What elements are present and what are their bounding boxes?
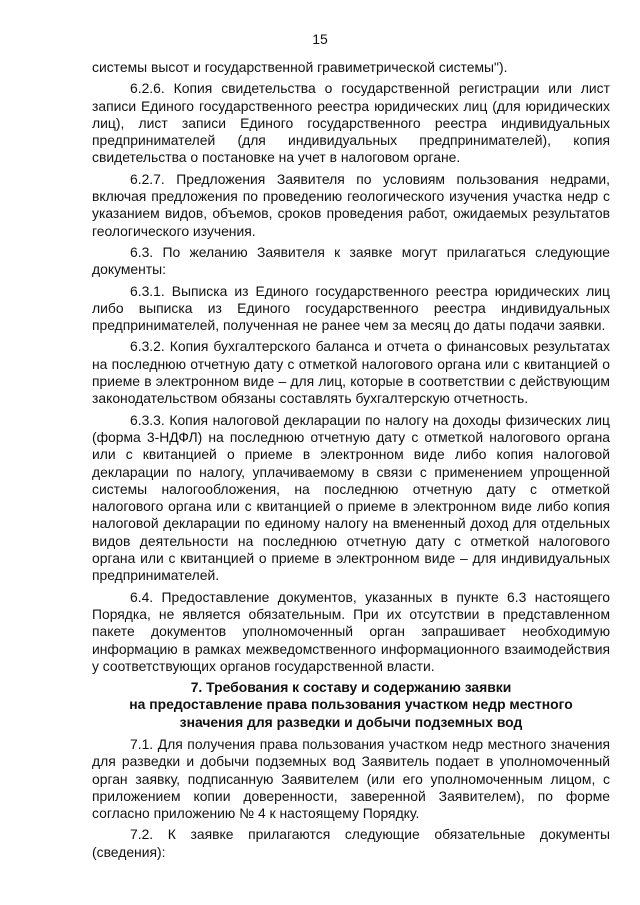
paragraph: 6.3.3. Копия налоговой декларации по налогу на доходы физических лиц (форма 3-НДФЛ) на последнюю отчетную дату с отметкой налогового органа или с квитанцией о приеме в электронном виде либо копия налоговой декларации по налогу, уплачиваемому в связи с применением упрощенной системы налогообложения, на последнюю отчетную дату с отметкой налогового органа или с квитанцией о приеме в электронном виде либо копия налоговой декларации по единому налогу на вмененный доход для отдельных видов деятельности на последнюю отчетную дату с отметкой налогового органа или с квитанцией о приеме в электронном виде – для индивидуальных предпринимателей. xyxy=(92,411,610,584)
paragraph: 7.2. К заявке прилагаются следующие обязательные документы (сведения): xyxy=(92,826,610,860)
paragraph: 7.1. Для получения права пользования участком недр местного значения для разведки и добычи подземных вод Заявитель подает в уполномоченный орган заявку, подписанную Заявителем (или его уполномоченным лицом, с приложением копии доверенности, заверенной Заявителем), по форме согласно приложению № 4 к настоящему Порядку. xyxy=(92,735,610,822)
section-heading-line: 7. Требования к составу и содержанию заявки xyxy=(190,679,512,696)
section-heading xyxy=(92,679,610,731)
section-heading-line: значения для разведки и добычи подземных вод xyxy=(179,713,523,730)
paragraph: 6.3.1. Выписка из Единого государственного реестра юридических лиц либо выписка из Единого государственного реестра индивидуальных предпринимателей, полученная не ранее чем за месяц до даты подачи заявки. xyxy=(92,282,610,334)
paragraph: 6.2.7. Предложения Заявителя по условиям пользования недрами, включая предложения по проведению геологического изучения участка недр с указанием видов, объемов, сроков проведения работ, ожидаемых результатов геологического изучения. xyxy=(92,170,610,239)
paragraph: 6.2.6. Копия свидетельства о государственной регистрации или лист записи Единого государственного реестра юридических лиц (для юридических лиц), лист записи Единого государственного реестра индивидуальных предпринимателей (для индивидуальных предпринимателей), копия свидетельства о постановке на учет в налоговом органе. xyxy=(92,80,610,166)
page-number: 15 xyxy=(312,31,328,47)
paragraph: 6.3. По желанию Заявителя к заявке могут прилагаться следующие документы: xyxy=(92,243,610,278)
paragraph: 6.3.2. Копия бухгалтерского баланса и отчета о финансовых результатах на последнюю отчетную дату с отметкой налогового органа или с квитанцией о приеме в электронном виде – для лиц, которые в соответствии с действующим законодательством обязаны составлять бухгалтерскую отчетность. xyxy=(92,338,610,407)
section-heading-line: на предоставление права пользования участком недр местного xyxy=(129,696,573,713)
paragraph: 6.4. Предоставление документов, указанных в пункте 6.3 настоящего Порядка, не является обязательным. При их отсутствии в представленном пакете документов уполномоченный орган запрашивает необходимую информацию в рамках межведомственного информационного взаимодействия у соответствующих органов государственной власти. xyxy=(92,588,610,674)
paragraph: системы высот и государственной гравиметрической системы"). xyxy=(92,59,508,75)
document-body xyxy=(92,59,610,865)
